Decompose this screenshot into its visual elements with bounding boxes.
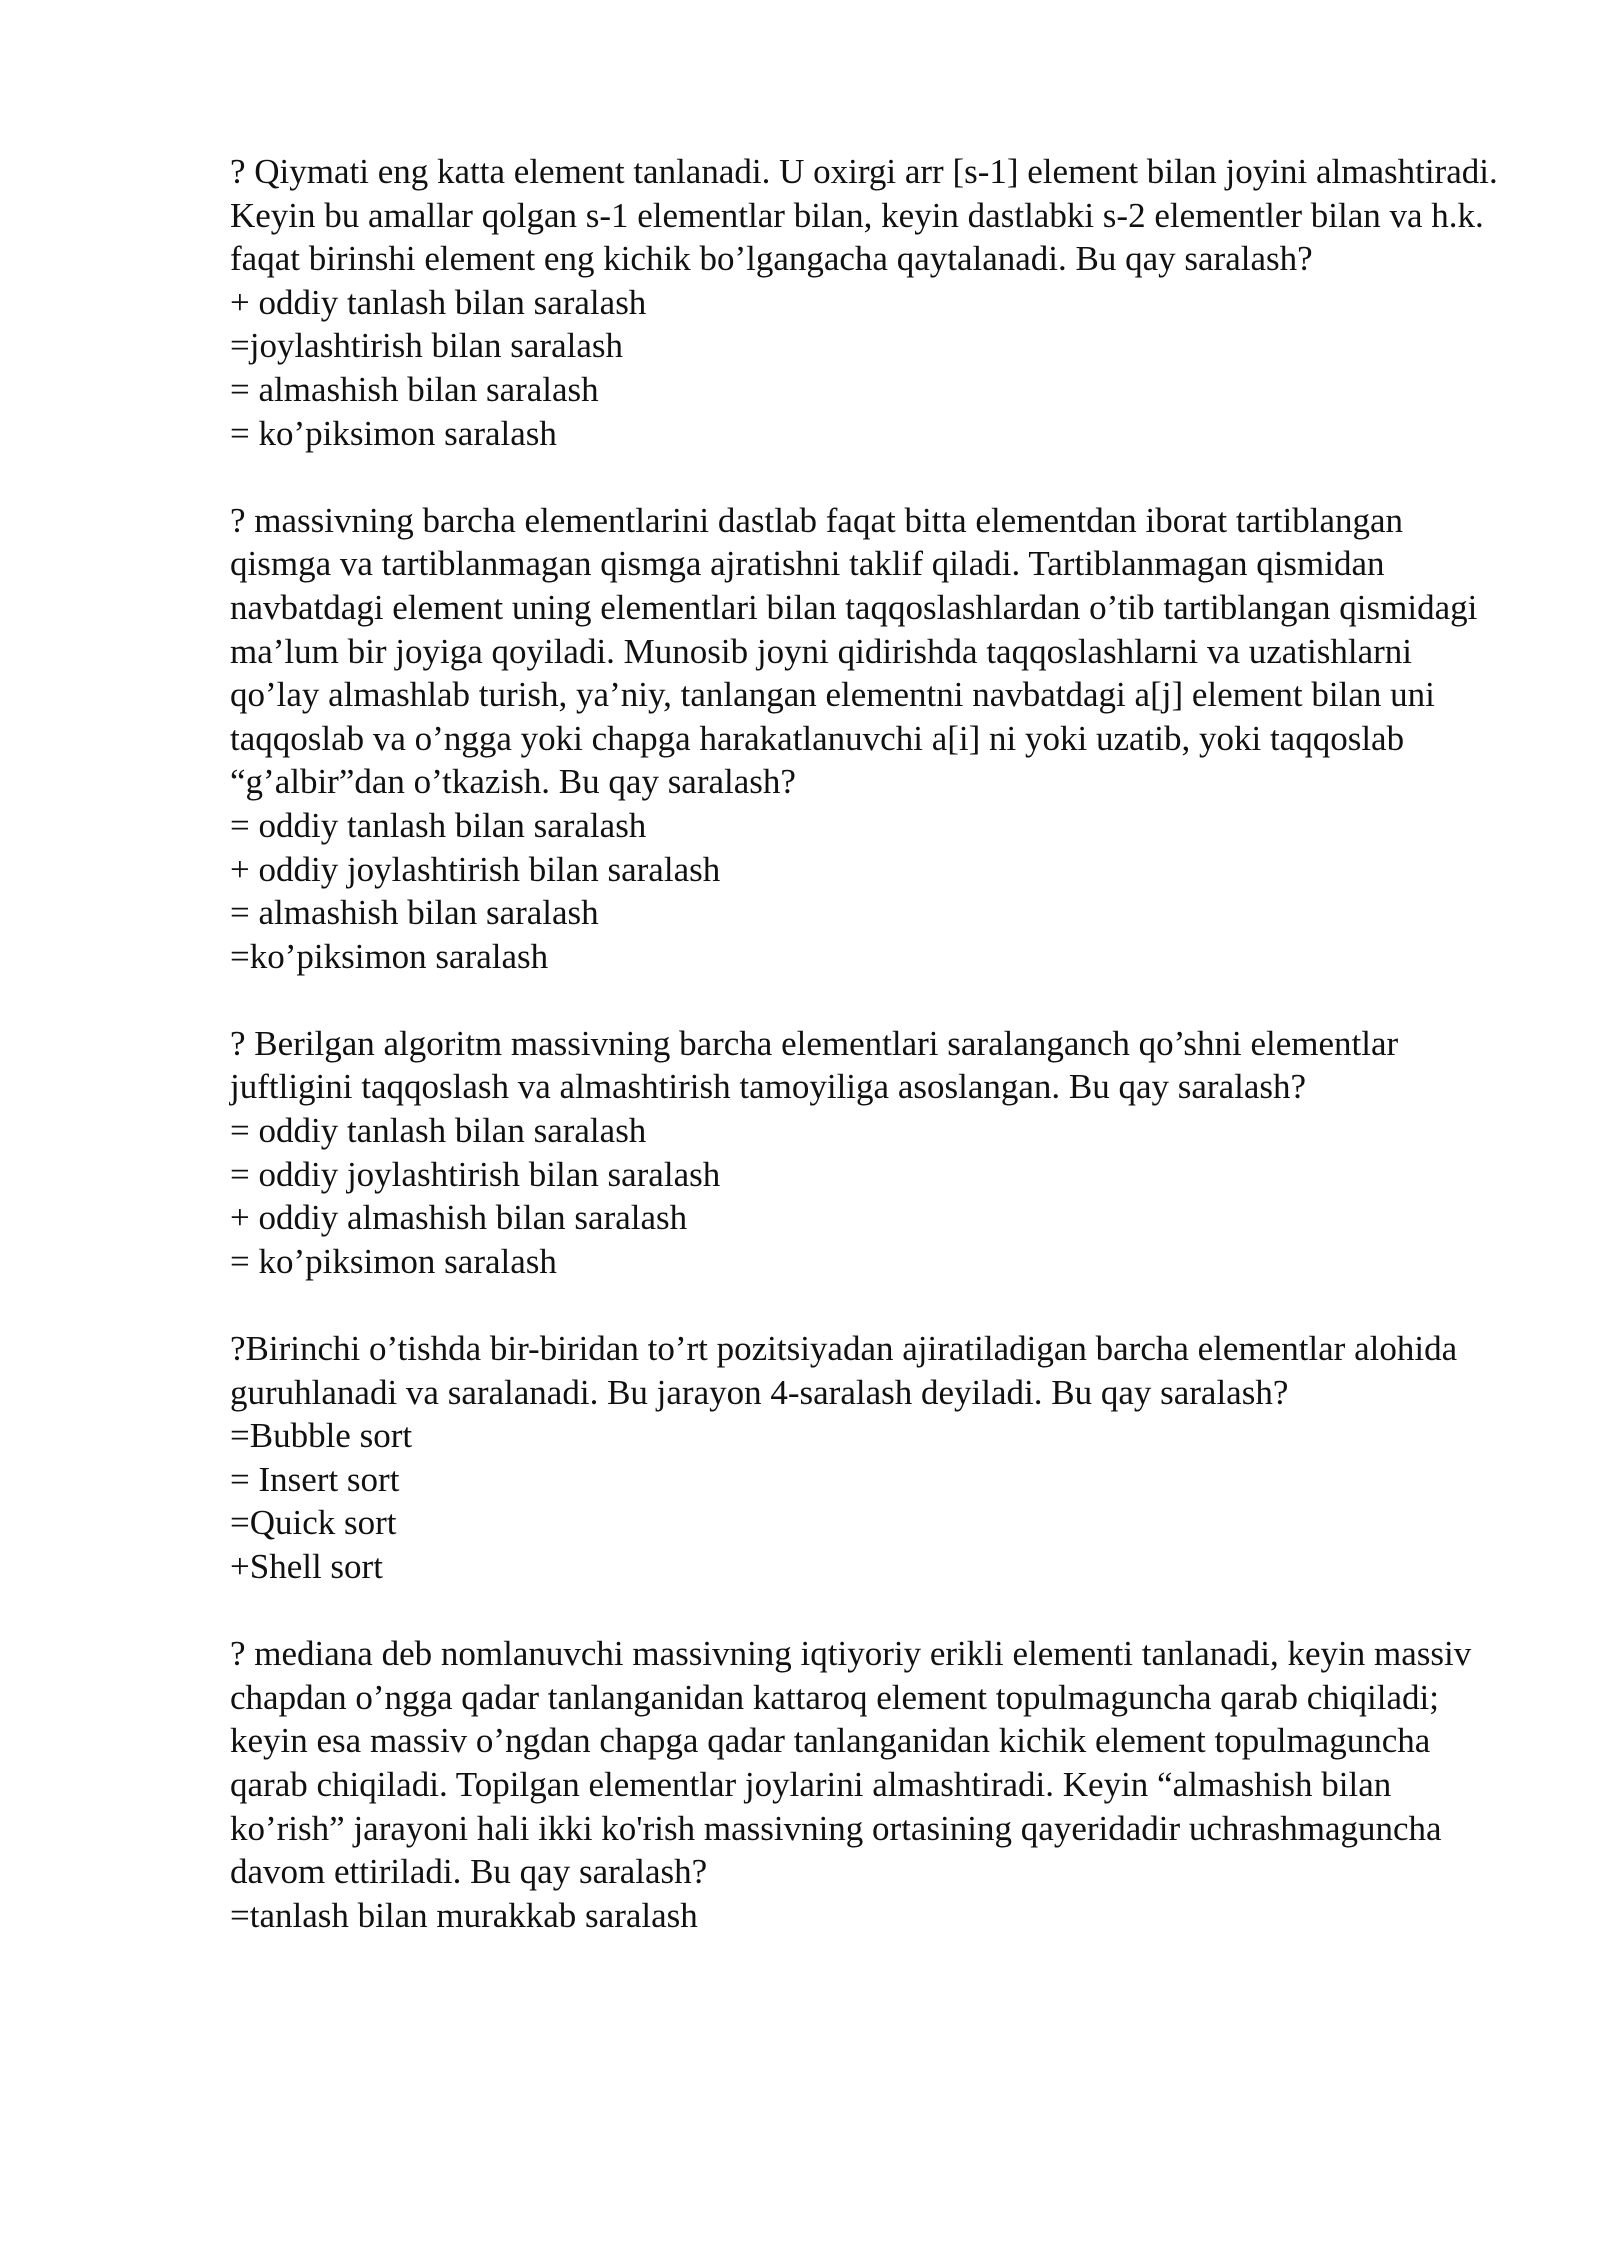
answer-option: = Insert sort: [230, 1459, 400, 1499]
answer-option: = almashish bilan saralash: [230, 369, 599, 409]
answer-option: + oddiy almashish bilan saralash: [230, 1198, 688, 1238]
question-text-5: ? mediana deb nomlanuvchi massivning iqtiyoriy erikli elementi tanlanadi, keyin massiv chapdan o’ngga qadar tanlanganidan kattaroq element topulmaguncha qarab chiqiladi; keyin esa massiv o’ngdan chapga qadar tanlanganidan kichik element topulmaguncha qarab chiqiladi. Topilgan elementlar joylarini almashtiradi. Keyin “almashish bilan ko’rish” jarayoni hali ikki ko'rish massivning ortasining qayeridadir uchrashmaguncha davom ettiriladi. Bu qay saralash?: [230, 1634, 1472, 1892]
answer-option: + oddiy tanlash bilan saralash: [230, 282, 647, 322]
answer-option: =Quick sort: [230, 1503, 397, 1543]
answer-option: +Shell sort: [230, 1547, 383, 1586]
question-text-2: ? massivning barcha elementlarini dastlab faqat bitta elementdan iborat tartiblangan qismga va tartiblanmagan qismga ajratishni taklif qiladi. Tartiblanmagan qismidan navbatdagi element uning elementlari bilan taqqoslashlardan o’tib tartiblangan qismidagi ma’lum bir joyiga qoyiladi. Munosib joyni qidirishda taqqoslashlarni va uzatishlarni qo’lay almashlab turish, ya’niy, tanlangan elementni navbatdagi a[j] element bilan uni taqqoslab va o’ngga yoki chapga harakatlanuvchi a[i] ni yoki uzatib, yoki taqqoslab “g’albir”dan o’tkazish. Bu qay saralash?: [230, 500, 1478, 802]
answer-option: = oddiy tanlash bilan saralash: [230, 805, 647, 845]
answer-option: + oddiy joylashtirish bilan saralash: [230, 849, 721, 889]
answer-option: = ko’piksimon saralash: [230, 413, 557, 453]
answer-option: =tanlash bilan murakkab saralash: [230, 1895, 698, 1935]
question-block-4: [230, 1327, 1500, 1589]
answer-option: = ko’piksimon saralash: [230, 1241, 557, 1281]
question-text-4: ?Birinchi o’tishda bir-biridan to’rt pozitsiyadan ajiratiladigan barcha elementlar alohida guruhlanadi va saralanadi. Bu jarayon 4-saralash deyiladi. Bu qay saralash?: [230, 1329, 1458, 1412]
document-page: [230, 150, 1500, 1937]
question-block-1: [230, 150, 1500, 455]
answer-option: = oddiy tanlash bilan saralash: [230, 1111, 647, 1151]
question-block-5: [230, 1632, 1500, 1937]
answer-option: =ko’piksimon saralash: [230, 936, 549, 976]
answer-option: =joylashtirish bilan saralash: [230, 326, 623, 366]
question-block-3: [230, 1022, 1500, 1284]
question-text-3: ? Berilgan algoritm massivning barcha elementlari saralanganch qo’shni elementlar juftligini taqqoslash va almashtirish tamoyiliga asoslangan. Bu qay saralash?: [230, 1023, 1399, 1107]
question-text-1: ? Qiymati eng katta element tanlanadi. U oxirgi arr [s-1] element bilan joyini almashtiradi. Keyin bu amallar qolgan s-1 elementlar bilan, keyin dastlabki s-2 elementler bilan va h.k. faqat birinshi element eng kichik bo’lgangacha qaytalanadi. Bu qay saralash?: [230, 152, 1498, 279]
answer-option: = almashish bilan saralash: [230, 893, 599, 933]
answer-option: =Bubble sort: [230, 1416, 413, 1456]
answer-option: = oddiy joylashtirish bilan saralash: [230, 1154, 721, 1194]
question-block-2: [230, 499, 1500, 979]
